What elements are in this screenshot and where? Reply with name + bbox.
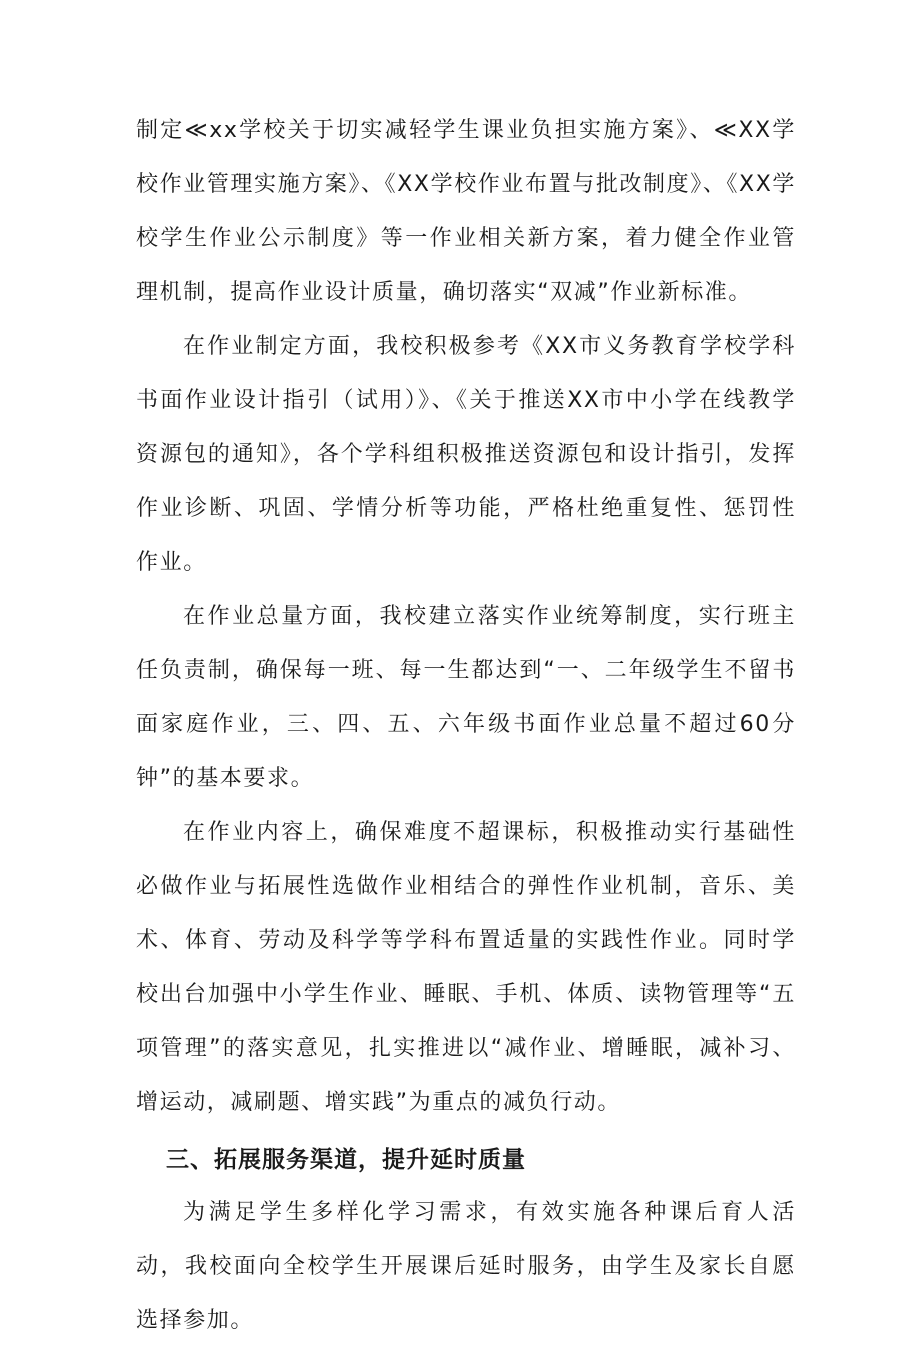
paragraph-homework-amount: 在作业总量方面，我校建立落实作业统筹制度，实行班主任负责制，确保每一班、每一生都达到“一、二年级学生不留书面家庭作业，三、四、五、六年级书面作业总量不超过60分钟”的基本要求。 <box>136 604 796 791</box>
paragraph-homework-plans: 制定≪xx学校关于切实减轻学生课业负担实施方案》、≪XX学校作业管理实施方案》、《XX学校作业布置与批改制度》、《XX学校学生作业公示制度》等一作业相关新方案，着力健全作业管理机制，提高作业设计质量，确切落实“双减”作业新标准。 <box>136 118 796 305</box>
section-heading: 三、拓展服务渠道，提升延时质量 <box>166 1147 526 1173</box>
document-body <box>136 104 796 1348</box>
paragraph-homework-content: 在作业内容上，确保难度不超课标，积极推动实行基础性必做作业与拓展性选做作业相结合的弹性作业机制，音乐、美术、体育、劳动及科学等学科布置适量的实践性作业。同时学校出台加强中小学生作业、睡眠、手机、体质、读物管理等“五项管理”的落实意见，扎实推进以“减作业、增睡眠，减补习、增运动，减刷题、增实践”为重点的减负行动。 <box>136 820 796 1115</box>
paragraph-after-school-service: 为满足学生多样化学习需求，有效实施各种课后育人活动，我校面向全校学生开展课后延时服务，由学生及家长自愿选择参加。 <box>136 1200 796 1333</box>
paragraph-homework-design: 在作业制定方面，我校积极参考《XX市义务教育学校学科书面作业设计指引（试用）》、《关于推送XX市中小学在线教学资源包的通知》，各个学科组积极推送资源包和设计指引，发挥作业诊断、巩固、学情分析等功能，严格杜绝重复性、惩罚性作业。 <box>136 334 796 575</box>
